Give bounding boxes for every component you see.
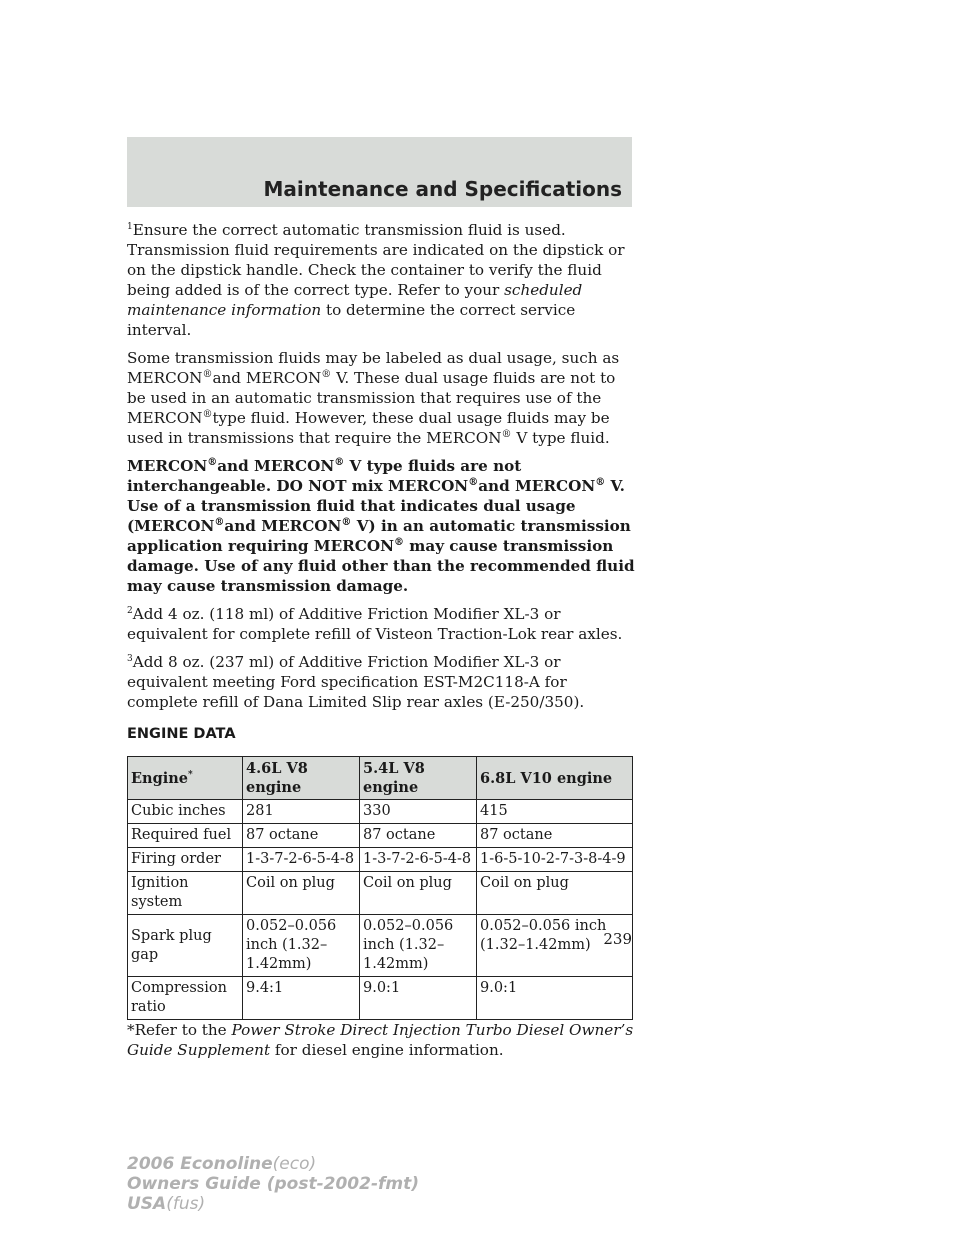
table-cell: 281 [243, 800, 360, 824]
text-span: and MERCON [478, 477, 596, 495]
footer-model: 2006 Econoline [127, 1154, 273, 1174]
row-label: Ignition system [128, 872, 243, 915]
text-span: and MERCON [212, 369, 322, 387]
registered-mark: ® [393, 536, 404, 548]
warning-paragraph [127, 456, 635, 596]
header-label: Engine [131, 769, 189, 787]
footnote-3-paragraph [127, 652, 635, 712]
text-span: V. Use of a transmission fluid that indicates dual usage (MERCON [127, 477, 625, 535]
header-col-4-6: 4.6L V8 engine [243, 757, 360, 800]
text-span: and MERCON [217, 457, 335, 475]
registered-mark: ® [334, 456, 345, 468]
footer-code: (fus) [166, 1194, 206, 1214]
row-label: Required fuel [128, 824, 243, 848]
header-engine [128, 757, 243, 800]
row-label: Spark plug gap [128, 915, 243, 977]
table-cell: 87 octane [477, 824, 633, 848]
text-span: V) in an automatic transmission application requiring MERCON [127, 517, 631, 555]
footer-code: (eco) [272, 1154, 317, 1174]
text-span: type fluid. However, these dual usage fluids may be used in transmissions that require the MERCON [127, 409, 610, 447]
table-cell: 9.0:1 [360, 977, 477, 1020]
table-cell: 1-3-7-2-6-5-4-8 [243, 848, 360, 872]
engine-data-table [127, 756, 633, 1020]
table-row [128, 872, 633, 915]
registered-mark: ® [595, 476, 606, 488]
document-footer [127, 1154, 419, 1214]
text-span: Some transmission fluids may be labeled as dual usage, such as MERCON [127, 349, 620, 387]
footnote-marker: 2 [127, 605, 133, 616]
text-span: MERCON [127, 457, 208, 475]
text-span: V type fluids are not interchangeable. DO NOT mix MERCON [127, 457, 522, 495]
table-cell: 87 octane [243, 824, 360, 848]
table-cell: 330 [360, 800, 477, 824]
table-row [128, 848, 633, 872]
section-header-band [127, 137, 632, 207]
registered-mark: ® [501, 428, 512, 440]
table-cell: Coil on plug [243, 872, 360, 915]
table-cell: 87 octane [360, 824, 477, 848]
table-row [128, 800, 633, 824]
table-cell: Coil on plug [477, 872, 633, 915]
header-col-5-4: 5.4L V8 engine [360, 757, 477, 800]
registered-mark: ® [207, 456, 218, 468]
registered-mark: ® [468, 476, 479, 488]
footnote-marker: 1 [127, 221, 133, 232]
footnote-marker: 3 [127, 653, 133, 664]
row-label: Compression ratio [128, 977, 243, 1020]
registered-mark: ® [321, 368, 332, 380]
footer-guide: Owners Guide (post-2002-fmt) [127, 1174, 420, 1194]
engine-data-heading: ENGINE DATA [127, 726, 236, 742]
text-span: for diesel engine information. [270, 1041, 504, 1059]
table-header-row [128, 757, 633, 800]
table-cell: 1-6-5-10-2-7-3-8-4-9 [477, 848, 633, 872]
text-span: and MERCON [224, 517, 342, 535]
text-span: Add 4 oz. (118 ml) of Additive Friction Modifier XL-3 or equivalent for complete refill of Visteon Traction-Lok rear axles. [127, 605, 623, 643]
text-span: Ensure the correct automatic transmission fluid is used. Transmission fluid requirements are indicated on the dipstick or on the dipstick handle. Check the container to verify the fluid being added is of the correct type. Refer to your [127, 221, 625, 299]
footer-market: USA [127, 1194, 167, 1214]
table-cell: 9.0:1 [477, 977, 633, 1020]
table-cell: 0.052–0.056 inch (1.32–1.42mm) [477, 915, 633, 977]
text-span: to determine the correct service interval. [127, 301, 576, 339]
text-span: Add 8 oz. (237 ml) of Additive Friction Modifier XL-3 or equivalent meeting Ford specification EST-M2C118-A for complete refill of Dana Limited Slip rear axles (E-250/350). [127, 653, 585, 711]
footer-line-2 [127, 1174, 419, 1194]
table-cell: 0.052–0.056 inch (1.32–1.42mm) [360, 915, 477, 977]
text-span: V type fluid. [516, 429, 610, 447]
footnote-marker: * [188, 769, 193, 780]
table-row [128, 824, 633, 848]
registered-mark: ® [202, 368, 213, 380]
table-cell: 0.052–0.056 inch (1.32–1.42mm) [243, 915, 360, 977]
footer-line-1 [127, 1154, 419, 1174]
row-label: Cubic inches [128, 800, 243, 824]
text-span: may cause transmission damage. Use of any fluid other than the recommended fluid may cause transmission damage. [127, 537, 635, 595]
text-span: V. These dual usage fluids are not to be used in an automatic transmission that requires use of the MERCON [127, 369, 616, 427]
text-span: *Refer to the [127, 1021, 232, 1039]
registered-mark: ® [341, 516, 352, 528]
table-cell: 1-3-7-2-6-5-4-8 [360, 848, 477, 872]
table-cell: Coil on plug [360, 872, 477, 915]
table-cell: 9.4:1 [243, 977, 360, 1020]
footnote-2-paragraph [127, 604, 635, 644]
table-row [128, 977, 633, 1020]
footnote-1-paragraph [127, 220, 635, 340]
table-row [128, 915, 633, 977]
footer-line-3 [127, 1194, 419, 1214]
page-number: 239 [603, 930, 632, 948]
section-title: Maintenance and Specifications [263, 177, 622, 201]
italic-reference: scheduled maintenance information [127, 281, 583, 319]
registered-mark: ® [202, 408, 213, 420]
table-cell: 415 [477, 800, 633, 824]
row-label: Firing order [128, 848, 243, 872]
dual-usage-paragraph [127, 348, 635, 448]
italic-reference: Power Stroke Direct Injection Turbo Diesel Owner’s Guide Supplement [127, 1021, 634, 1059]
registered-mark: ® [214, 516, 225, 528]
header-col-6-8: 6.8L V10 engine [477, 757, 633, 800]
page-content [127, 220, 635, 1068]
diesel-footnote [127, 1020, 635, 1060]
